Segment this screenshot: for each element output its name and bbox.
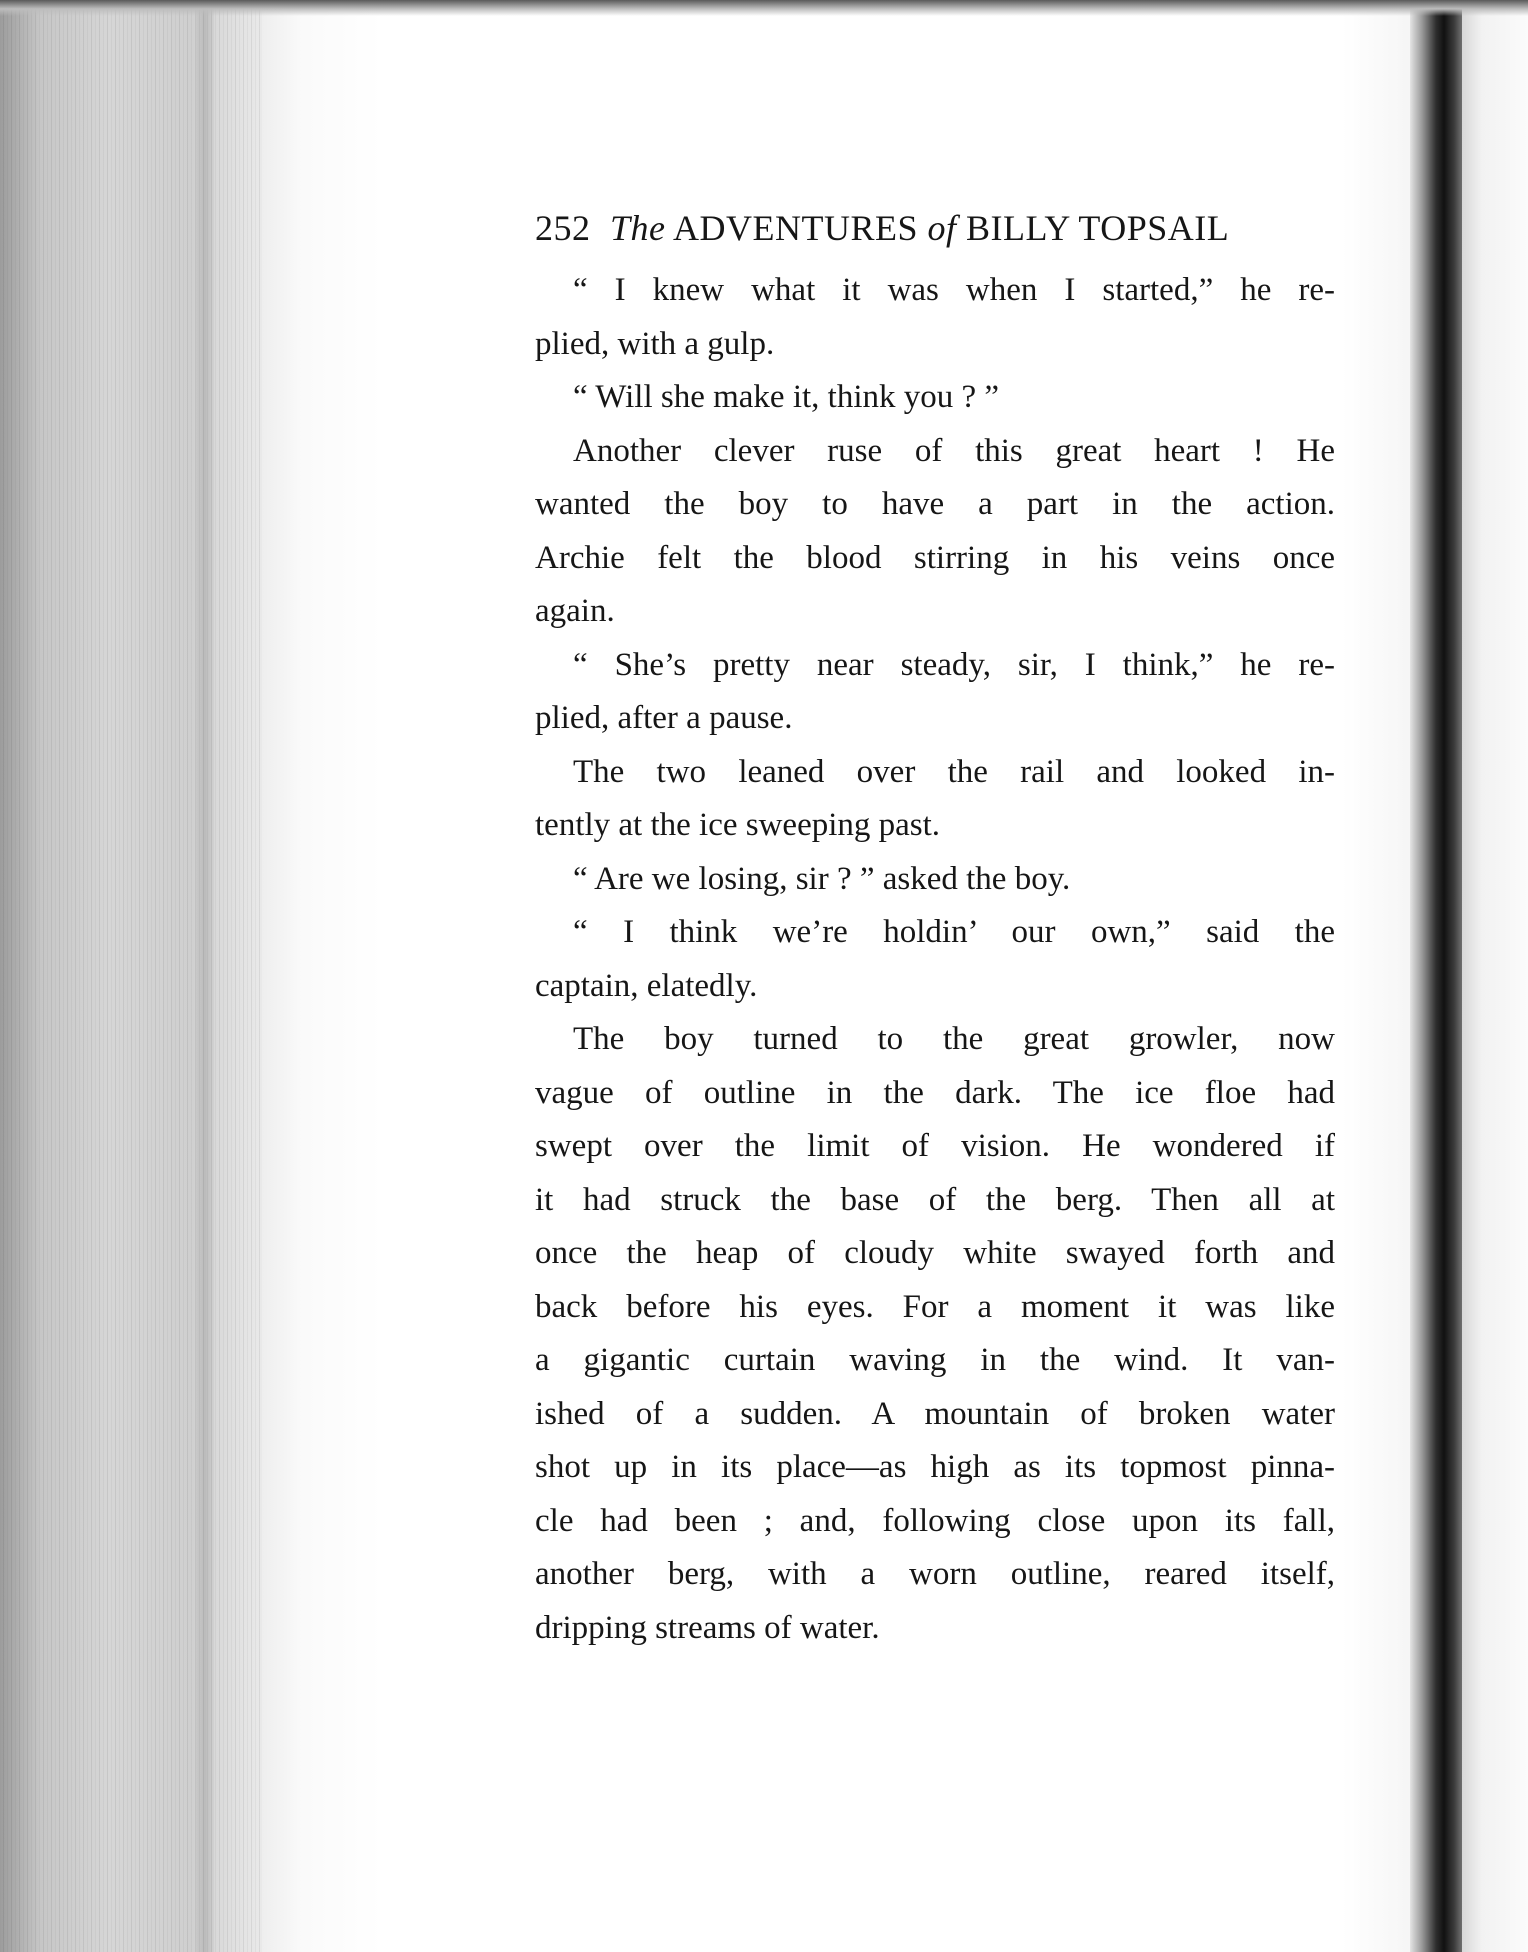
text-line: “ Will she make it, think you ? ”	[573, 379, 1000, 415]
text-line: plied, with a gulp.	[535, 325, 775, 362]
running-head-name: BILLY TOPSAIL	[966, 208, 1230, 248]
text-line: shot up in its place—as high as its topmost pinna-	[535, 1449, 1335, 1485]
text-line: plied, after a pause.	[535, 700, 793, 736]
text-line: again.	[535, 593, 615, 629]
text-line: “ I knew what it was when I started,” he re-	[573, 272, 1335, 308]
page-stack-shadow	[196, 0, 214, 1952]
text-line: a gigantic curtain waving in the wind. It van-	[535, 1342, 1335, 1378]
text-line: The two leaned over the rail and looked in-	[573, 753, 1335, 790]
text-line: vague of outline in the dark. The ice floe had	[535, 1074, 1335, 1111]
running-head-of: of	[927, 208, 957, 248]
text-line: another berg, with a worn outline, reared itself,	[535, 1556, 1335, 1592]
text-line: wanted the boy to have a part in the action.	[535, 486, 1335, 522]
text-line: “ I think we’re holdin’ our own,” said the	[573, 914, 1335, 950]
facing-page-edge	[1462, 0, 1528, 1952]
text-line: ished of a sudden. A mountain of broken water	[535, 1395, 1335, 1432]
text-line: dripping streams of water.	[535, 1609, 880, 1646]
text-line: Another clever ruse of this great heart ! He	[573, 432, 1335, 469]
book-gutter	[1410, 0, 1466, 1952]
page-text	[535, 200, 1335, 1655]
text-line: it had struck the base of the berg. Then all at	[535, 1181, 1335, 1218]
page-stack-edge	[0, 0, 282, 1952]
page-number: 252	[535, 208, 591, 248]
text-line: “ Are we losing, sir ? ” asked the boy.	[573, 860, 1071, 897]
running-head-adventures: ADVENTURES	[673, 208, 919, 248]
text-line: captain, elatedly.	[535, 967, 758, 1004]
text-line: cle had been ; and, following close upon its fall,	[535, 1502, 1335, 1539]
top-shadow	[0, 0, 1528, 16]
text-line: back before his eyes. For a moment it was like	[535, 1288, 1335, 1325]
text-line: The boy turned to the great growler, now	[573, 1021, 1335, 1057]
text-line: swept over the limit of vision. He wondered if	[535, 1128, 1335, 1164]
text-line: tently at the ice sweeping past.	[535, 807, 941, 843]
running-head	[535, 200, 1335, 256]
text-line: Archie felt the blood stirring in his veins once	[535, 539, 1335, 576]
running-head-the: The	[610, 208, 666, 248]
text-line: once the heap of cloudy white swayed forth and	[535, 1235, 1335, 1271]
text-line: “ She’s pretty near steady, sir, I think,” he re-	[573, 646, 1335, 683]
